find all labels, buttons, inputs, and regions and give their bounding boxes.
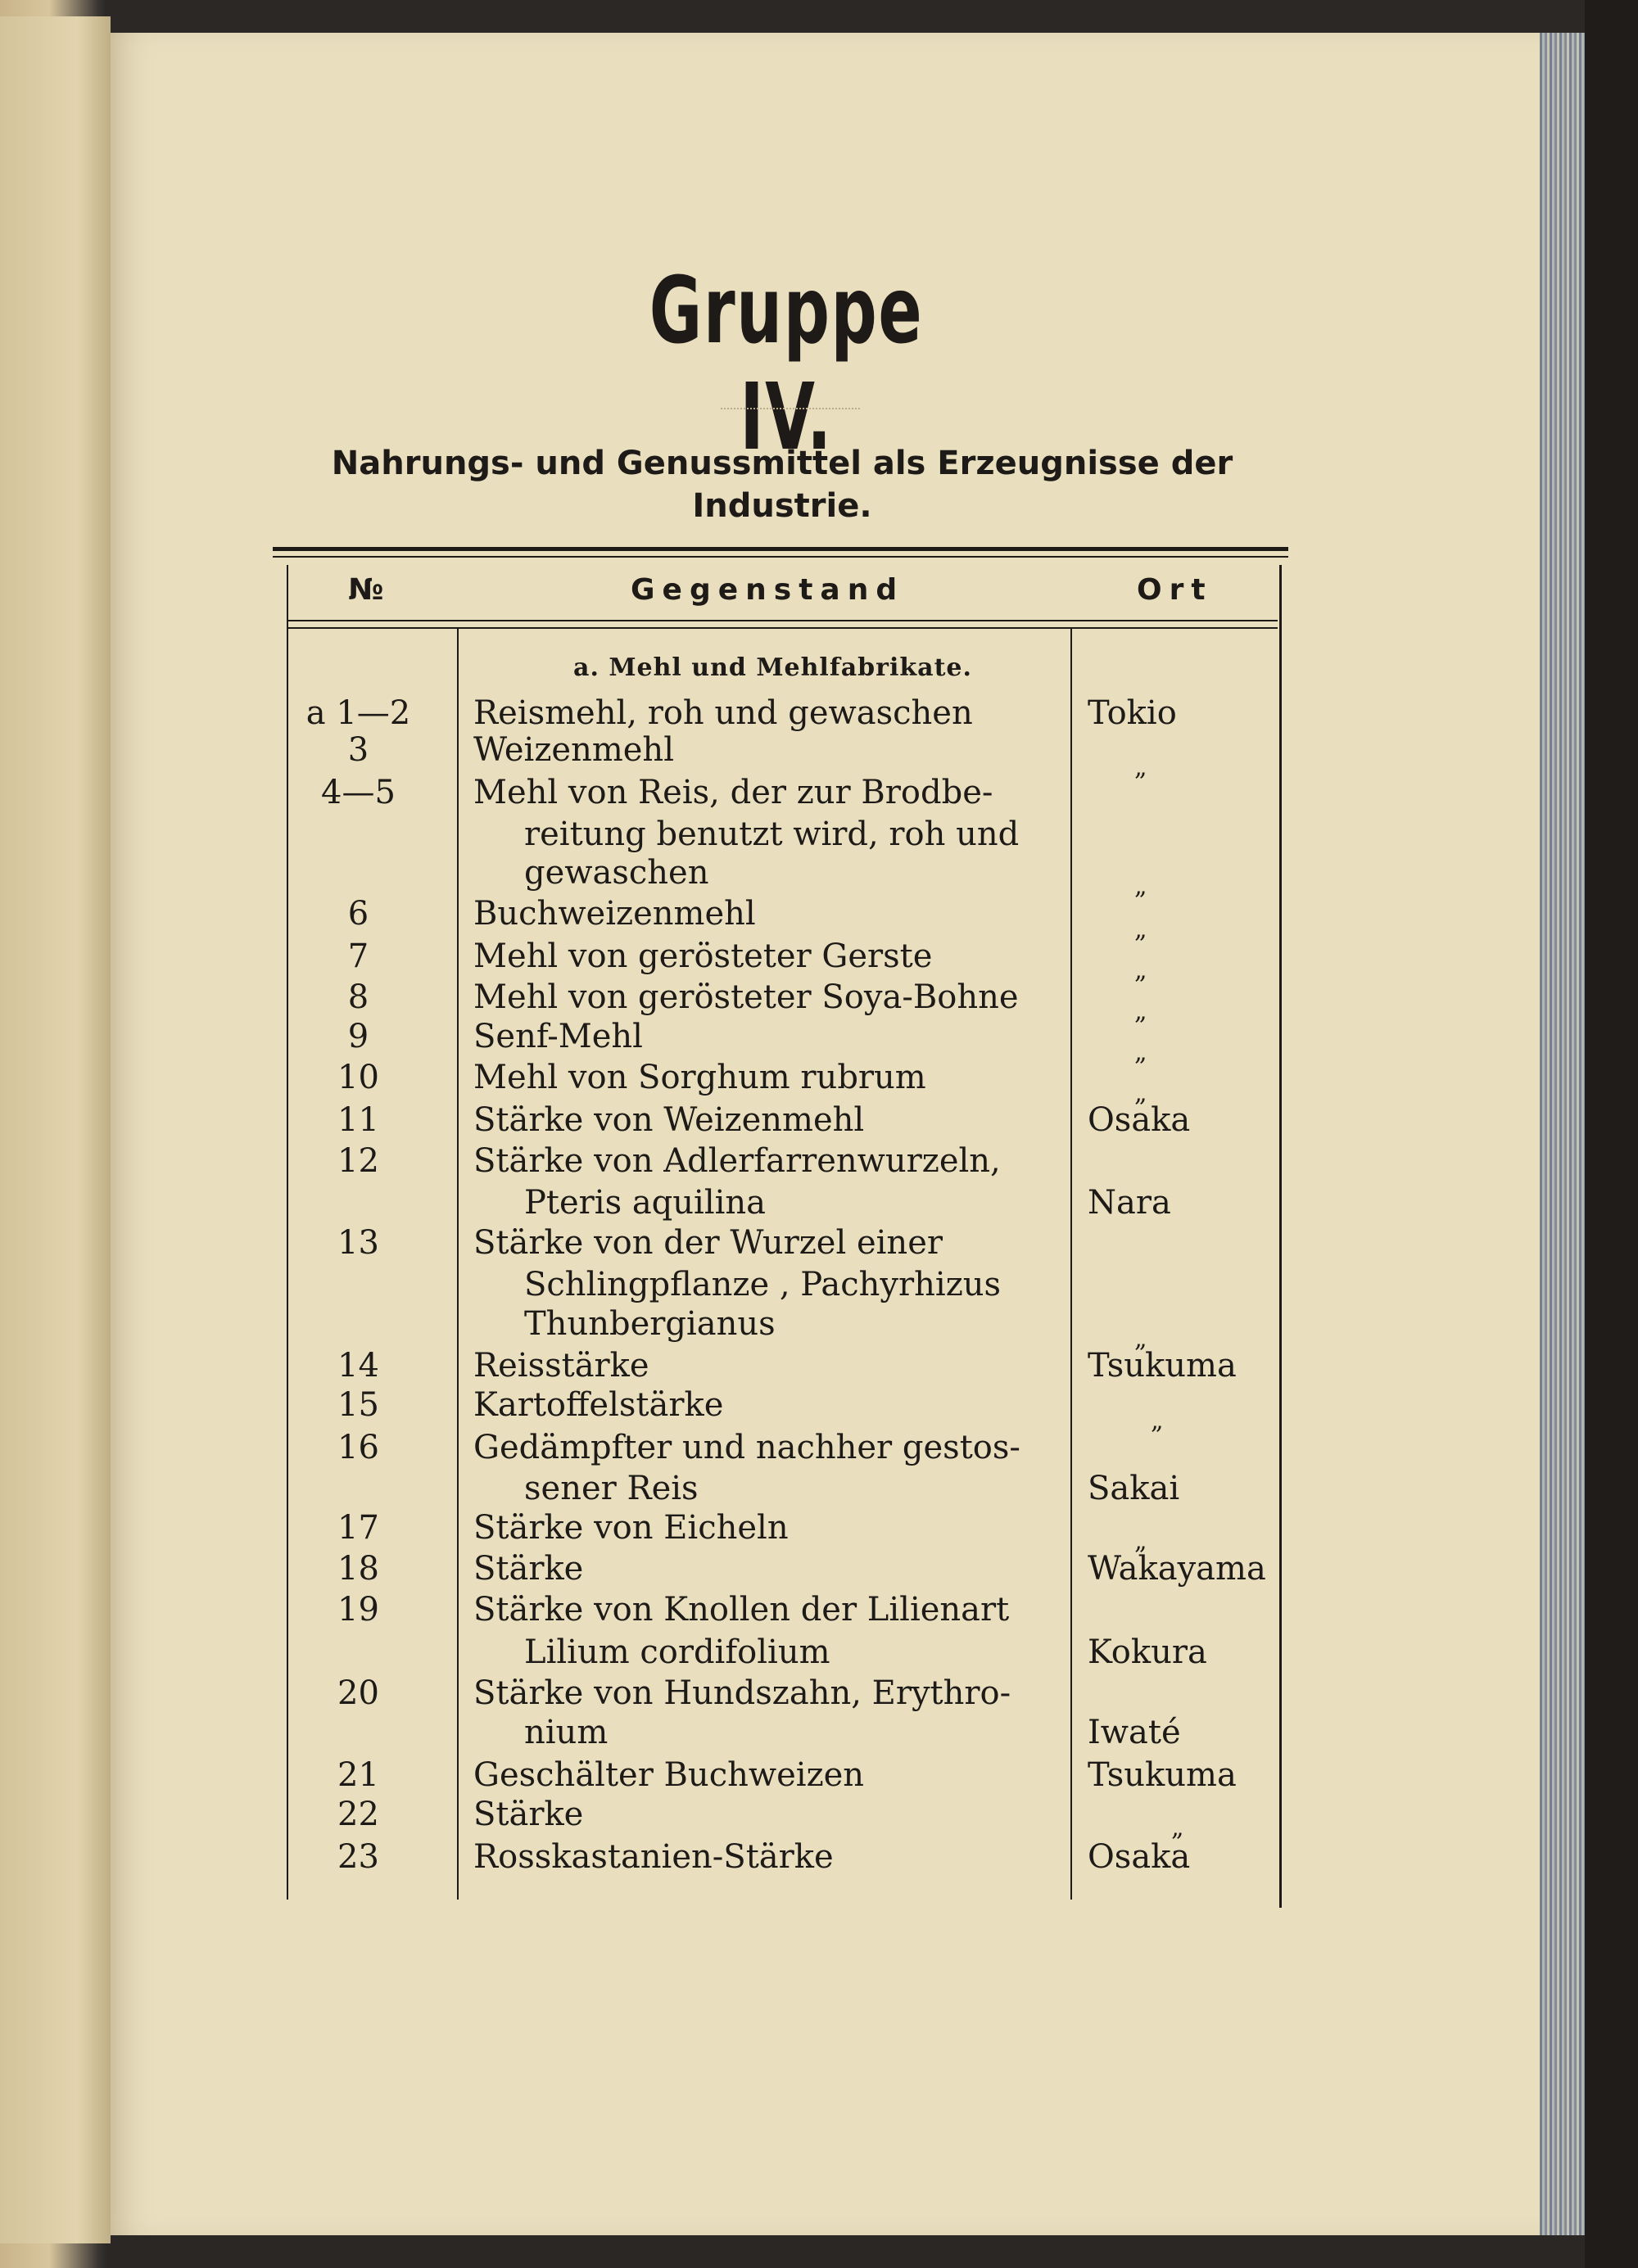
ditto-mark: „ xyxy=(1151,1407,1164,1435)
subtitle-line-1: Nahrungs- und Genussmittel als Erzeugnisse der xyxy=(331,445,1233,482)
table-row xyxy=(0,1142,1638,1183)
row-num: 23 xyxy=(337,1838,379,1876)
row-item: Stärke von Knollen der Lilienart xyxy=(473,1591,1010,1629)
row-item: Mehl von gerösteter Soya-Bohne xyxy=(473,978,1019,1016)
row-item: Kartoffelstärke xyxy=(473,1386,724,1424)
row-num: 8 xyxy=(347,978,369,1016)
row-item: sener Reis xyxy=(524,1470,699,1507)
table-row xyxy=(0,1509,1638,1550)
row-num: 17 xyxy=(337,1509,379,1547)
ditto-mark: „ xyxy=(1134,1325,1147,1353)
table-row xyxy=(0,1714,1638,1755)
table-row xyxy=(0,1266,1638,1307)
row-num: 12 xyxy=(337,1142,379,1180)
header-rule-2 xyxy=(287,627,1278,629)
row-num: 9 xyxy=(347,1018,369,1055)
table-row xyxy=(0,1756,1638,1797)
row-item: Schlingpflanze , Pachyrhizus xyxy=(524,1266,1002,1303)
table-row xyxy=(0,1305,1638,1346)
ditto-mark: „ xyxy=(1134,872,1147,901)
page-subtitle xyxy=(311,442,1253,527)
row-item: Pteris aquilina xyxy=(524,1184,767,1222)
ditto-mark: „ xyxy=(1134,753,1147,782)
page-title: Gruppe IV. xyxy=(649,258,924,471)
table-row xyxy=(0,1059,1638,1100)
row-place: Nara xyxy=(1088,1184,1171,1222)
table-row xyxy=(0,978,1638,1019)
row-num: 6 xyxy=(347,895,369,933)
row-item: Weizenmehl xyxy=(473,731,674,769)
row-num: 3 xyxy=(347,731,369,769)
row-num: 18 xyxy=(337,1550,379,1588)
row-item: gewaschen xyxy=(524,854,709,892)
table-row xyxy=(0,1796,1638,1837)
table-row xyxy=(0,731,1638,772)
table-top-rule xyxy=(273,547,1288,551)
ditto-mark: „ xyxy=(1134,997,1147,1026)
row-item: Reismehl, roh und gewaschen xyxy=(473,694,973,732)
row-item: Stärke von Hundszahn, Erythro- xyxy=(473,1674,1011,1712)
table-row xyxy=(0,1470,1638,1511)
table-row xyxy=(0,774,1638,815)
row-item: Gedämpfter und nachher gestos- xyxy=(473,1429,1020,1466)
binding-top xyxy=(106,0,1638,33)
table-row xyxy=(0,1347,1638,1388)
table-row xyxy=(0,1674,1638,1715)
row-item: Stärke von Adlerfarrenwurzeln, xyxy=(473,1142,1001,1180)
row-item: reitung benutzt wird, roh und xyxy=(524,815,1020,853)
row-item: Stärke von Eicheln xyxy=(473,1509,789,1547)
row-place: Osaka xyxy=(1088,1101,1191,1139)
row-num: 7 xyxy=(347,937,369,975)
row-num: 20 xyxy=(337,1674,379,1712)
table-row xyxy=(0,1018,1638,1059)
table-top-rule-thin xyxy=(273,556,1288,558)
table-row xyxy=(0,1633,1638,1674)
row-place: Iwaté xyxy=(1088,1714,1181,1751)
row-item: Stärke xyxy=(473,1796,584,1833)
ditto-mark: „ xyxy=(1134,915,1147,944)
row-item: Thunbergianus xyxy=(524,1305,776,1343)
header-place: Ort xyxy=(1137,573,1213,607)
row-item: Geschälter Buchweizen xyxy=(473,1756,865,1794)
header-item: Gegenstand xyxy=(631,573,905,607)
table-row xyxy=(0,1550,1638,1591)
header-rule-1 xyxy=(287,620,1278,621)
row-num: 16 xyxy=(337,1429,379,1466)
ditto-mark: „ xyxy=(1134,1038,1147,1067)
row-item: Senf-Mehl xyxy=(473,1018,643,1055)
table-row xyxy=(0,1224,1638,1265)
row-num: 11 xyxy=(337,1101,379,1139)
table-row xyxy=(0,895,1638,936)
section-heading: a. Mehl und Mehlfabrikate. xyxy=(573,653,972,682)
row-item: Buchweizenmehl xyxy=(473,895,756,933)
table-row xyxy=(0,937,1638,978)
row-item: Mehl von Sorghum rubrum xyxy=(473,1059,926,1096)
row-item: Mehl von gerösteter Gerste xyxy=(473,937,933,975)
row-num: 10 xyxy=(337,1059,379,1096)
row-place: Sakai xyxy=(1088,1470,1180,1507)
row-place: Wakayama xyxy=(1088,1550,1266,1588)
table-row xyxy=(0,815,1638,856)
row-place: Tsukuma xyxy=(1088,1756,1237,1794)
header-num: № xyxy=(348,573,391,607)
table-row xyxy=(0,1838,1638,1879)
row-item: Reisstärke xyxy=(473,1347,649,1385)
row-num: 21 xyxy=(337,1756,379,1794)
row-num: a 1—2 xyxy=(305,694,411,732)
table-row xyxy=(0,1184,1638,1225)
row-place: Tokio xyxy=(1088,694,1177,732)
row-item: Lilium cordifolium xyxy=(524,1633,830,1671)
row-item: Rosskastanien-Stärke xyxy=(473,1838,834,1876)
table-row xyxy=(0,694,1638,735)
ditto-mark: „ xyxy=(1134,1079,1147,1108)
row-item: Stärke xyxy=(473,1550,584,1588)
row-num: 14 xyxy=(337,1347,379,1385)
row-item: Stärke von der Wurzel einer xyxy=(473,1224,943,1262)
title-rule xyxy=(721,408,860,409)
table-row xyxy=(0,1386,1638,1427)
row-item: Mehl von Reis, der zur Brodbe- xyxy=(473,774,993,811)
row-num: 22 xyxy=(337,1796,379,1833)
table-row xyxy=(0,1429,1638,1470)
row-place: Tsukuma xyxy=(1088,1347,1237,1385)
row-num: 19 xyxy=(337,1591,379,1629)
row-num: 4—5 xyxy=(321,774,396,811)
ditto-mark: „ xyxy=(1134,956,1147,985)
row-num: 15 xyxy=(337,1386,379,1424)
table-row xyxy=(0,1591,1638,1632)
row-item: nium xyxy=(524,1714,609,1751)
row-item: Stärke von Weizenmehl xyxy=(473,1101,865,1139)
ditto-mark: „ xyxy=(1171,1814,1184,1842)
table-row xyxy=(0,1101,1638,1142)
ditto-mark: „ xyxy=(1134,1527,1147,1556)
row-place: Kokura xyxy=(1088,1633,1207,1671)
row-num: 13 xyxy=(337,1224,379,1262)
subtitle-line-2: Industrie. xyxy=(692,487,872,525)
table-row xyxy=(0,854,1638,895)
row-place: Osaka xyxy=(1088,1838,1191,1876)
